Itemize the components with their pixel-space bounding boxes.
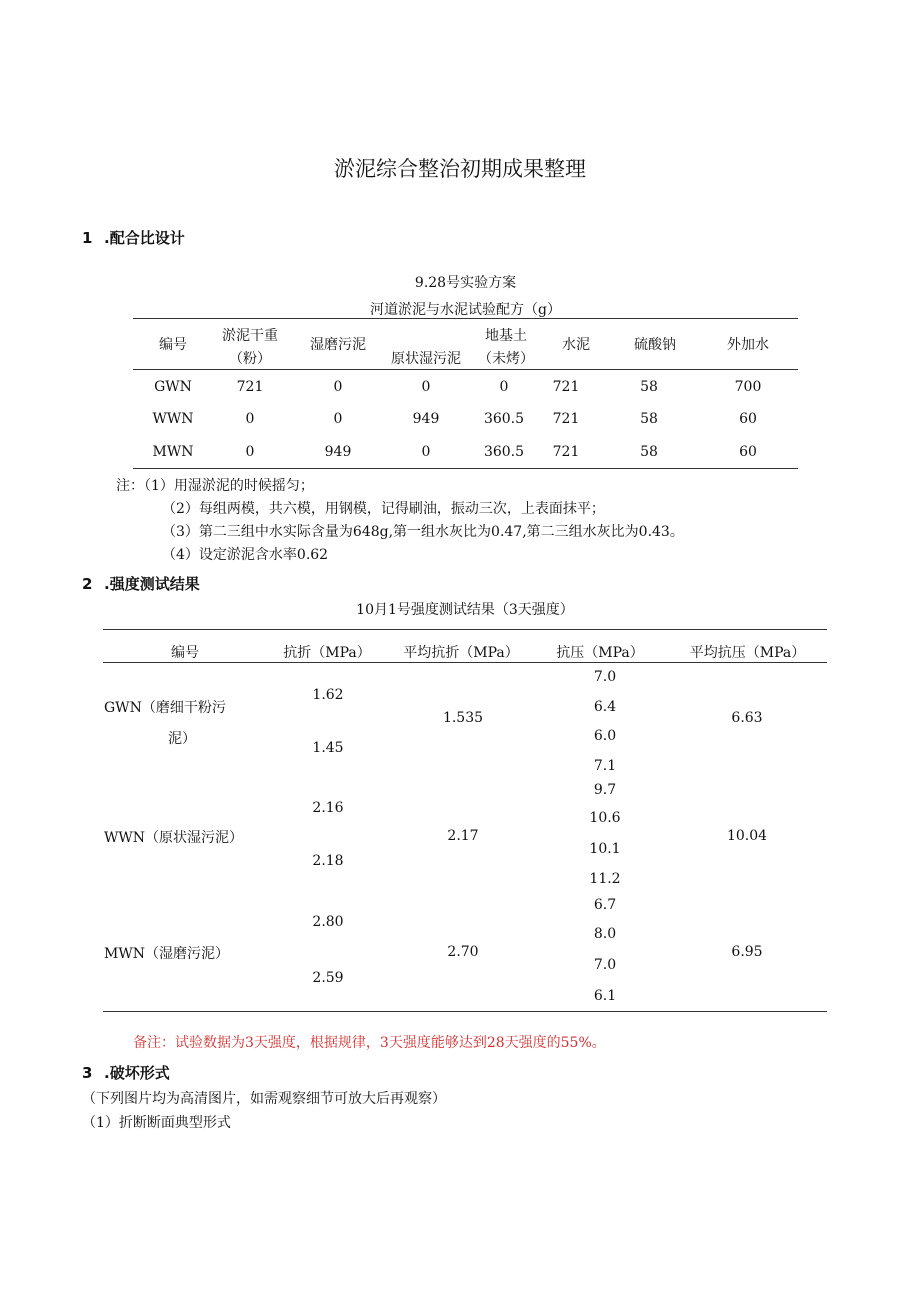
t1-cell: 60 [739,444,757,460]
t1-cell: 949 [324,444,352,460]
section3-line-1: （下列图片均为高清图片，如需观察细节可放大后再观察） [82,1091,446,1107]
t2-avg-comp: 10.04 [726,828,768,844]
t2-comp: 10.1 [589,841,621,857]
table2-top-rule [103,629,827,630]
section-number: 2 [82,575,93,593]
table1-top-rule [133,318,798,319]
table2-caption: 10月1号强度测试结果（3天强度） [356,602,574,618]
t1-cell: 949 [412,411,440,427]
t1-cell: 721 [236,379,264,395]
t1-cell: 700 [734,379,762,395]
section-heading-1 [82,227,185,248]
t2-group-label: WWN（原状湿污泥） [104,830,244,846]
t2-flex: 1.45 [312,740,344,756]
t1-header-soil: 地基土 [485,328,527,344]
t1-header-cement: 水泥 [562,337,590,353]
t2-avg-flex: 2.17 [447,828,479,844]
note-3: （3）第二三组中水实际含量为648g,第一组水灰比为0.47,第二三组水灰比为0.43。 [162,524,684,540]
page-title: 淤泥综合整治初期成果整理 [334,157,586,181]
t2-group-label: MWN（湿磨污泥） [104,946,229,962]
t2-avg-comp: 6.63 [731,710,763,726]
t2-comp: 6.1 [593,988,617,1004]
section-heading-2 [82,573,200,594]
t1-cell: 721 [552,379,580,395]
section-heading-3 [82,1062,170,1083]
section-number: 3 [82,1064,93,1082]
t1-cell: 0 [421,379,431,395]
t1-header-wet-ground: 湿磨污泥 [310,337,366,353]
t1-cell: 0 [499,379,509,395]
t2-comp: 7.0 [593,957,617,973]
t2-header-comp: 抗压（MPa） [556,645,644,661]
t2-avg-comp: 6.95 [731,944,763,960]
t1-cell: 60 [739,411,757,427]
section-number: 1 [82,229,93,247]
t1-header-sodium-sulfate: 硫酸钠 [634,337,676,353]
section3-line-2: （1）折断断面典型形式 [82,1115,231,1131]
section-title: .破坏形式 [104,1064,170,1082]
t2-group-label: GWN（磨细干粉污 [104,700,226,716]
t2-group-label-cont: 泥） [168,731,196,747]
t1-cell: 0 [245,444,255,460]
section-title: .强度测试结果 [104,575,200,593]
t2-comp: 9.7 [593,782,617,798]
t1-header-water: 外加水 [727,337,769,353]
t2-avg-flex: 1.535 [442,710,484,726]
t2-header-avg-flex: 平均抗折（MPa） [403,645,519,661]
t1-cell: 0 [333,411,343,427]
t2-flex: 2.80 [312,914,344,930]
t1-cell: 360.5 [483,411,525,427]
t1-cell: 0 [245,411,255,427]
table1-header-rule [133,369,798,370]
t1-cell: 360.5 [483,444,525,460]
t2-comp: 7.0 [593,669,617,685]
t2-flex: 2.59 [312,970,344,986]
t2-comp: 7.1 [593,758,617,774]
t2-avg-flex: 2.70 [447,944,479,960]
t1-cell: MWN [152,444,194,460]
remark: 备注：试验数据为3天强度，根据规律，3天强度能够达到28天强度的55%。 [133,1035,606,1051]
table2-bottom-rule [103,1011,827,1012]
t1-header-dry-sludge-sub: （粉） [229,351,271,367]
t1-header-id: 编号 [159,337,187,353]
t2-header-flex: 抗折（MPa） [283,645,371,661]
note-1: 注：（1）用湿淤泥的时候摇匀； [116,478,314,494]
t2-comp: 10.6 [589,810,621,826]
section-title: .配合比设计 [104,229,185,247]
table1-bottom-rule [133,468,798,469]
t1-cell: 58 [640,444,658,460]
t1-cell: 721 [552,411,580,427]
t1-cell: 721 [552,444,580,460]
t1-cell: 58 [640,411,658,427]
table1-caption-2: 河道淤泥与水泥试验配方（g） [370,302,561,318]
note-2: （2）每组两模，共六模，用钢模，记得刷油，振动三次，上表面抹平； [162,501,605,517]
t2-flex: 1.62 [312,687,344,703]
t2-comp: 11.2 [589,871,621,887]
t1-cell: WWN [152,411,194,427]
t2-header-avg-comp: 平均抗压（MPa） [689,645,806,661]
table1-caption-1: 9.28号实验方案 [414,275,517,291]
t2-comp: 6.0 [593,728,617,744]
table2-header-rule [103,662,827,663]
t1-cell: GWN [154,379,192,395]
t2-flex: 2.16 [312,800,344,816]
t2-header-id: 编号 [171,645,199,661]
t2-comp: 8.0 [593,926,617,942]
t2-comp: 6.4 [593,699,617,715]
t1-cell: 0 [333,379,343,395]
t1-cell: 58 [640,379,658,395]
note-4: （4）设定淤泥含水率0.62 [162,547,329,563]
t1-header-dry-sludge: 淤泥干重 [222,328,278,344]
t1-header-soil-sub: （未烤） [478,351,534,367]
t2-flex: 2.18 [312,853,344,869]
t1-cell: 0 [421,444,431,460]
t1-header-raw-wet: 原状湿污泥 [391,351,461,367]
t2-comp: 6.7 [593,897,617,913]
